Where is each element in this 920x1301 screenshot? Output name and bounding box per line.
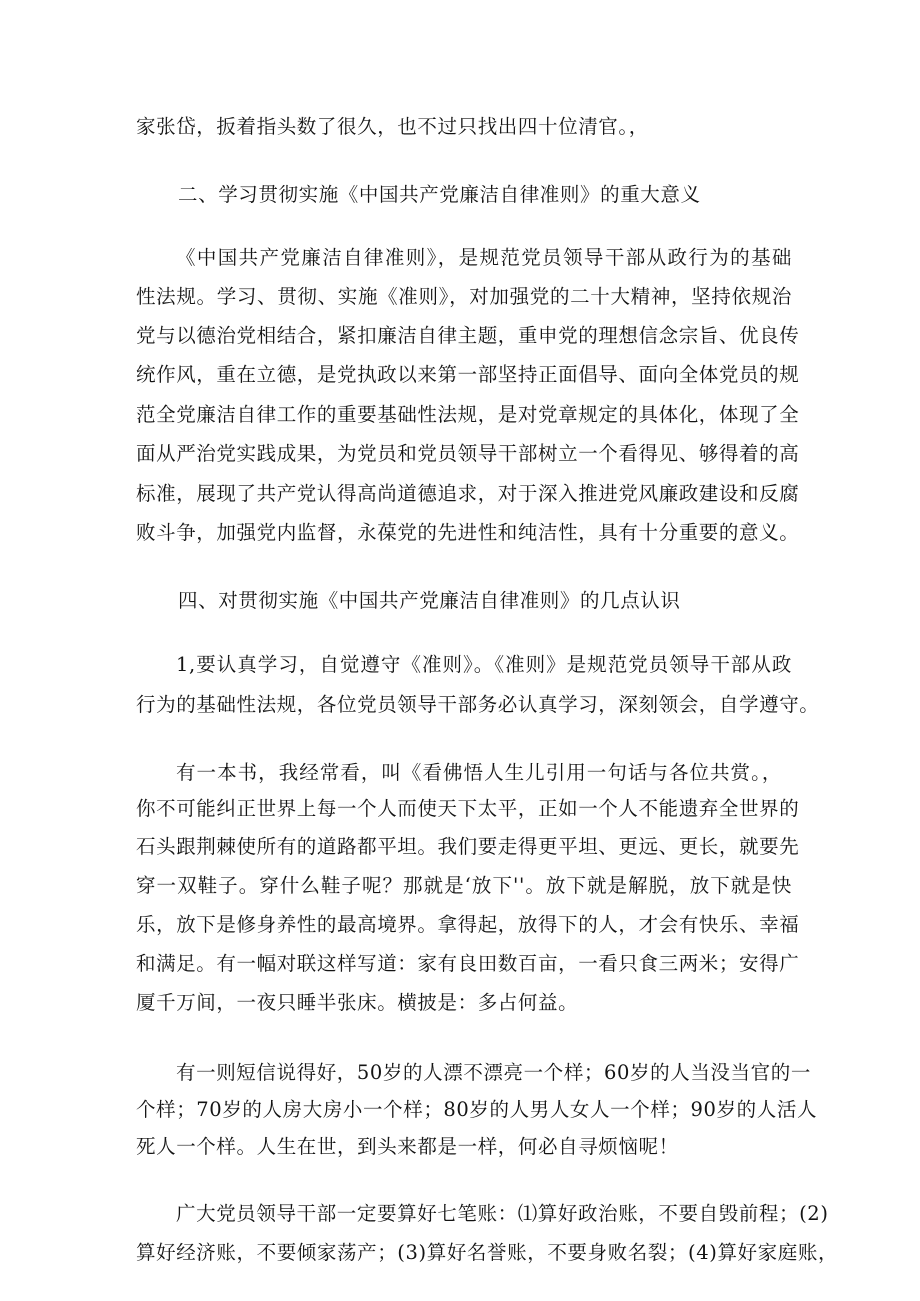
paragraph-2-line: 《中国共产党廉洁自律准则》，是规范党员领导干部从政行为的基础 <box>176 246 792 269</box>
paragraph-4-line: 和满足。有一幅对联这样写道：家有良田数百亩，一看只食三两米；安得广 <box>136 952 800 975</box>
paragraph-4-line: 厦千万间，一夜只睡半张床。横披是：多占何益。 <box>136 991 579 1014</box>
paragraph-6-line: 算好经济账，不要倾家荡产；(3)算好名誉账，不要身败名裂；(4)算好家庭账， <box>136 1241 839 1264</box>
paragraph-4-line: 穿一双鞋子。穿什么鞋子呢？那就是‘放下''。放下就是解脱，放下就是快 <box>136 874 792 897</box>
paragraph-2-line: 范全党廉洁自律工作的重要基础性法规，是对党章规定的具体化，体现了全 <box>136 403 800 426</box>
paragraph-2-line: 标准，展现了共产党认得高尚道德追求，对于深入推进党风廉政建设和反腐 <box>136 482 800 505</box>
paragraph-1-line: 家张岱，扳着指头数了很久，也不过只找出四十位清官。， <box>136 115 649 138</box>
section-heading-4: 四、对贯彻实施《中国共产党廉洁自律准则》的几点认识 <box>178 589 681 612</box>
paragraph-2-line: 党与以德治党相结合，紧扣廉洁自律主题，重申党的理想信念宗旨、优良传 <box>136 324 800 347</box>
paragraph-4-line: 有一本书，我经常看，叫《看佛悟人生儿引用一句话与各位共赏。， <box>176 761 782 784</box>
paragraph-2-line: 面从严治党实践成果，为党员和党员领导干部树立一个看得见、够得着的高 <box>136 442 800 465</box>
paragraph-4-line: 乐，放下是修身养性的最高境界。拿得起，放得下的人，才会有快乐、幸福 <box>136 913 800 936</box>
paragraph-4-line: 石头跟荆棘使所有的道路都平坦。我们要走得更平坦、更远、更长，就要先 <box>136 835 800 858</box>
paragraph-2-line: 性法规。学习、贯彻、实施《准则》，对加强党的二十大精神，坚持依规治 <box>136 285 792 308</box>
paragraph-5-line: 个样；70岁的人房大房小一个样；80岁的人男人女人一个样；90岁的人活人 <box>136 1098 818 1121</box>
paragraph-5-line: 死人一个样。人生在世，到头来都是一样，何必自寻烦恼呢！ <box>136 1135 679 1158</box>
paragraph-2-line: 败斗争，加强党内监督，永葆党的先进性和纯洁性，具有十分重要的意义。 <box>136 521 800 544</box>
paragraph-2-line: 统作风，重在立德，是党执政以来第一部坚持正面倡导、面向全体党员的规 <box>136 363 800 386</box>
paragraph-4-line: 你不可能纠正世界上每一个人而使天下太平，正如一个人不能遗弃全世界的 <box>136 797 800 820</box>
section-heading-2: 二、学习贯彻实施《中国共产党廉洁自律准则》的重大意义 <box>178 183 701 206</box>
paragraph-3-line: 行为的基础性法规，各位党员领导干部务必认真学习，深刻领会，自学遵守。 <box>136 693 820 716</box>
paragraph-6-line: 广大党员领导干部一定要算好七笔账：⑴算好政治账，不要自毁前程；(2) <box>176 1202 829 1225</box>
paragraph-3-line: 1,要认真学习，自觉遵守《准则》。《准则》是规范党员领导干部从政 <box>176 653 792 676</box>
paragraph-5-line: 有一则短信说得好，50岁的人漂不漂亮一个样；60岁的人当没当官的一 <box>176 1061 811 1084</box>
